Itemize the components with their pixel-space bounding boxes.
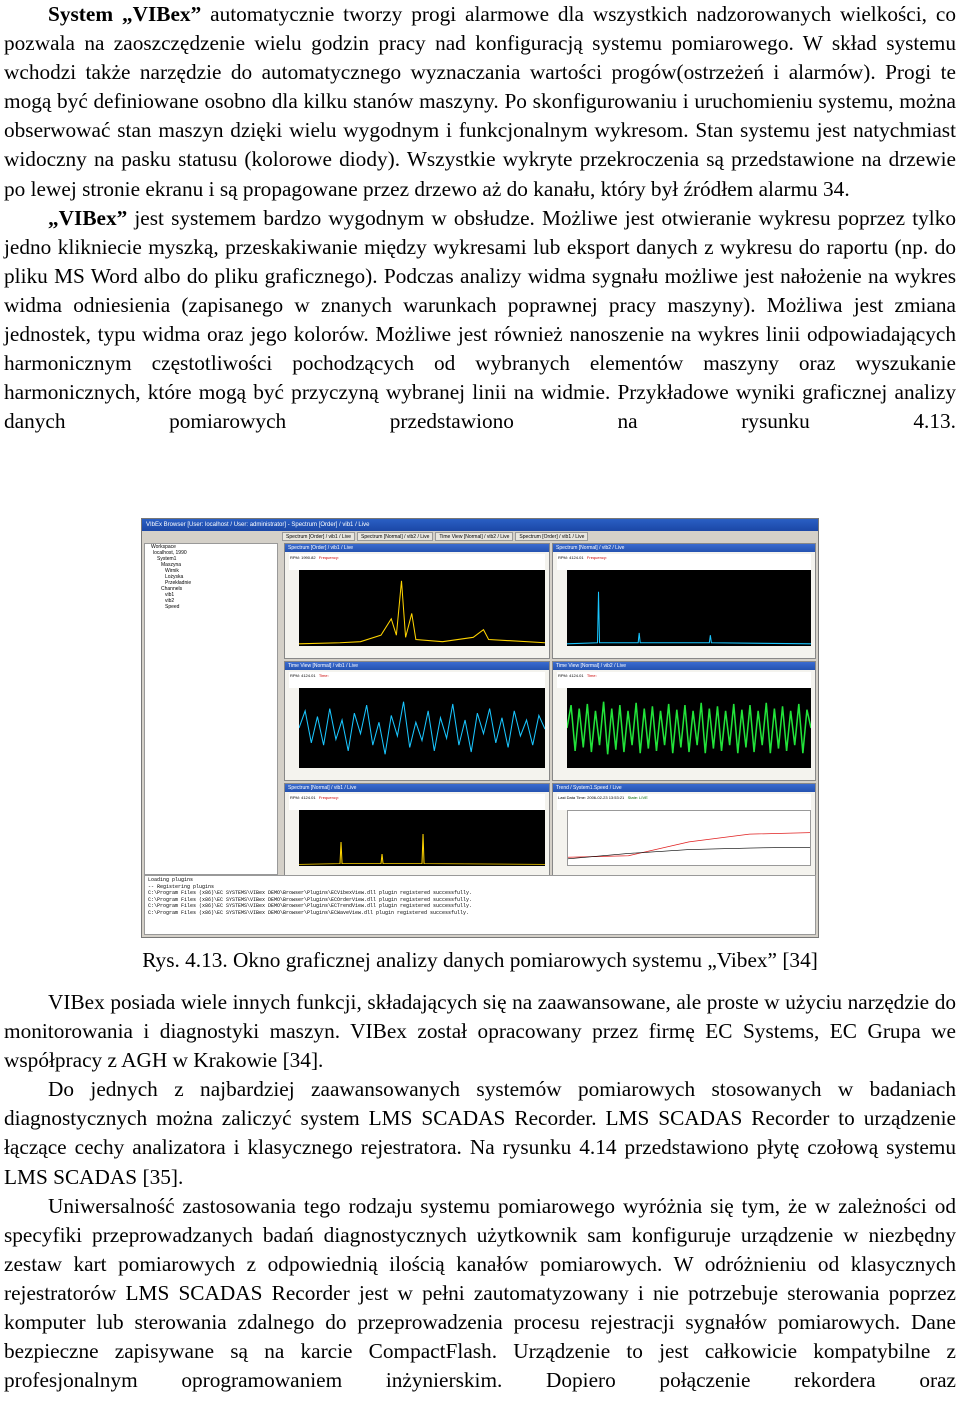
tree-item[interactable]: localhost, 1990 [153,550,187,556]
spectrum-line [567,592,811,644]
panel-freq: Frequency: [318,555,339,560]
plot-area [299,570,545,646]
paragraph-2-text: jest systemem bardzo wygodnym w obsłudze. Możliwe jest otwieranie wykresu poprzez tylko jedno klikniecie myszką, przeskakiwanie między wykresami lub eksport danych z wykresu do raportu (np. do pliku MS Word albo do pliku graficznego). Podczas analizy widma sygnału możliwe jest nałożenie na wykres widma odniesienia (zapisanego w znanych warunkach poprawnej pracy maszyny). Możliwa jest zmiana jednostek, typu widma oraz jego kolorów. Możliwe jest również nanoszenie na wykres linii odpowiadających harmonicznym częstotliwości pochodzących od wybranych elementów maszyny oraz wyszukanie harmonicznych, które mogą być przyczyną wybranej linii na widmie. Przykładowe wyniki graficznej analizy danych pomiarowych przedstawiono na rysunku 4.13. [4,205,956,434]
waveform-line [299,702,545,755]
paragraph-5: Uniwersalność zastosowania tego rodzaju systemu pomiarowego wyróżnia się tym, że w zależności od specyfiki przeprowadzanych badań diagnostycznych użytkownik sam konfiguruje urządzenie w niezbędny zestaw kart pomiarowych z odpowiednią ilością kanałów pomiarowych. W odróżnieniu od klasycznych rejestratorów LMS SCADAS Recorder jest w pełni zautomatyzowany i nie potrzebuje sterowania poprzez komputer lub sterowania zdalnego do przeprowadzenia procesu rejestracji sygnałów pomiarowych. Dane bezpieczne zapisywane są na karcie CompactFlash. Urządzenie to jest całkowicie kompatybilne z profesjonalnym oprogramowaniem inżynierskim. Dopiero połączenie rekordera oraz [4,1193,956,1393]
tree-item[interactable]: Wirnik [165,568,179,574]
panel-rpm: RPM: 4124.01 [290,795,316,800]
window-titlebar: VIbEx Browser [User: localhost / User: administrator] - Spectrum [Order] / vib1 / Live [142,519,818,531]
spectrum-plot-3 [299,810,545,866]
waveform-line [567,702,811,755]
chart-tabs [282,532,816,541]
paragraph-4: Do jednych z najbardziej zaawansowanych systemów pomiarowych stosowanych w badaniach diagnostycznych można zaliczyć system LMS SCADAS Recorder. LMS SCADAS Recorder to urządzenie łączące cechy analizatora i klasycznego rejestratora. Na rysunku 4.14 przedstawiono płytę czołową systemu LMS SCADAS [35]. [4,1077,956,1189]
spectrum-plot-1 [299,570,545,646]
panel-info [557,554,811,570]
text-bottom [4,988,956,1395]
trend-line-black [568,847,810,859]
paragraph-2 [4,204,956,437]
paragraph-1-text: automatycznie tworzy progi alarmowe dla wszystkich nadzorowanych wielkości, co pozwala na zaoszczędzenie wielu godzin pracy nad konfiguracją systemu pomiarowego. W skład systemu wchodzi także narzędzie do automatycznego wyznaczania wartości progów(ostrzeżeń i alarmów). Progi te mogą być definiowane osobno dla kilku stanów maszyny. Po skonfigurowaniu i uruchomieniu systemu, można obserwować stan maszyn dzięki wielu wygodnym i funkcjonalnym wykresom. Stan systemu jest natychmiast widoczny na pasku statusu (kolorowe diody). Wszystkie wykryte przekroczenia są przedstawione na drzewie po lewej stronie ekranu i są propagowane przez drzewo aż do kanału, który był źródłem alarmu 34. [4,2,956,201]
chart-panel-5[interactable] [284,783,550,879]
time-plot-2 [567,688,811,768]
tree-item[interactable]: Channels [161,586,183,592]
panel-freq: Time: [318,673,329,678]
panel-rpm: Last Data Time: 2006-02-23 13:53:21 [558,795,625,800]
panel-rpm: RPM: 4124.01 [290,673,316,678]
chart-panel-2[interactable] [552,543,816,659]
tree-item[interactable]: Maszyna [161,562,182,568]
figure-caption: Rys. 4.13. Okno graficznej analizy danych pomiarowych systemu „Vibex” [34] [142,948,818,972]
console-line: C:\Program Files (x86)\EC SYSTEMS\VIBex DEMO\Browser\Plugins\ECWaveView.dll plugin registered successfully. [148,909,470,916]
tree-item[interactable]: Workspace [151,544,176,550]
panel-info [289,554,545,570]
chart-panel-1[interactable] [284,543,550,659]
trend-line-red [568,833,810,858]
panel-title: Spectrum [Normal] / vib2 / Live [553,544,815,552]
panel-info [557,672,811,688]
tab-spectrum-order-vib1[interactable]: Spectrum [Order] / vib1 / Live [282,532,355,541]
panel-info [557,794,811,810]
tree-item[interactable]: Przekładnie [165,580,192,586]
panel-freq: Frequency: [318,795,339,800]
panel-freq: State: LIVE [627,795,648,800]
panel-title: Trend / System1.Speed / Live [553,784,815,792]
vibex-bold-1: System „VIBex” [48,2,202,26]
tab-timeview-vib2[interactable]: Time View [Normal] / vib2 / Live [435,532,513,541]
panel-freq: Time: [586,673,597,678]
panel-title: Time View [Normal] / vib2 / Live [553,662,815,670]
chart-panel-6[interactable] [552,783,816,879]
time-plot-1 [299,688,545,768]
tree-item[interactable]: vib1 [165,592,175,598]
workspace-tree [144,543,278,875]
vibex-bold-2: „VIBex” [48,205,128,230]
vibex-screenshot-figure [141,518,819,938]
console-line: -- Registering plugins [148,883,215,890]
spectrum-plot-2 [567,570,811,646]
console-line: Loading plugins [148,877,194,883]
plot-area [567,688,811,768]
tree-item[interactable]: System1 [157,556,177,562]
plot-area [567,570,811,646]
spectrum-line [299,834,545,864]
paragraph-1 [4,0,956,204]
plot-area [567,810,811,866]
panel-freq: Frequency: [586,555,607,560]
panel-info [289,794,545,810]
panel-info [289,672,545,688]
console-line: C:\Program Files (x86)\EC SYSTEMS\VIBex DEMO\Browser\Plugins\ECTrendView.dll plugin registered successfully. [148,903,473,909]
panel-rpm: RPM: 1990.82 [290,555,316,560]
trend-plot [568,811,810,865]
tree-item[interactable]: Lożyska [165,574,184,580]
tab-spectrum-order-vib1-b[interactable]: Spectrum [Order] / vib1 / Live [515,532,588,541]
chart-panel-3[interactable] [284,661,550,781]
status-console [144,875,816,935]
plot-area [299,688,545,768]
panel-title: Time View [Normal] / vib1 / Live [285,662,549,670]
console-line: C:\Program Files (x86)\EC SYSTEMS\VIBex DEMO\Browser\Plugins\ECOrderView.dll plugin registered successfully. [148,896,473,903]
spectrum-line [299,581,545,644]
tab-spectrum-normal-vib2[interactable]: Spectrum [Normal] / vib2 / Live [357,532,433,541]
panel-title: Spectrum [Order] / vib1 / Live [285,544,549,552]
chart-panel-4[interactable] [552,661,816,781]
tree-item[interactable]: Speed [165,604,180,610]
tree-item[interactable]: vib2 [165,598,175,604]
console-line: C:\Program Files (x86)\EC SYSTEMS\VIBex DEMO\Browser\Plugins\ECVibexView.dll plugin registered successfully. [148,890,473,896]
panel-title: Spectrum [Normal] / vib1 / Live [285,784,549,792]
text-top [4,0,956,436]
panel-rpm: RPM: 4124.01 [558,673,584,678]
paragraph-3: VIBex posiada wiele innych funkcji, składających się na zaawansowane, ale proste w użyciu narzędzie do monitorowania i diagnostyki maszyn. VIBex został opracowany przez firmę EC Systems, EC Grupa we współpracy z AGH w Krakowie [34]. [4,990,956,1073]
panel-rpm: RPM: 4124.01 [558,555,584,560]
plot-area [299,810,545,866]
